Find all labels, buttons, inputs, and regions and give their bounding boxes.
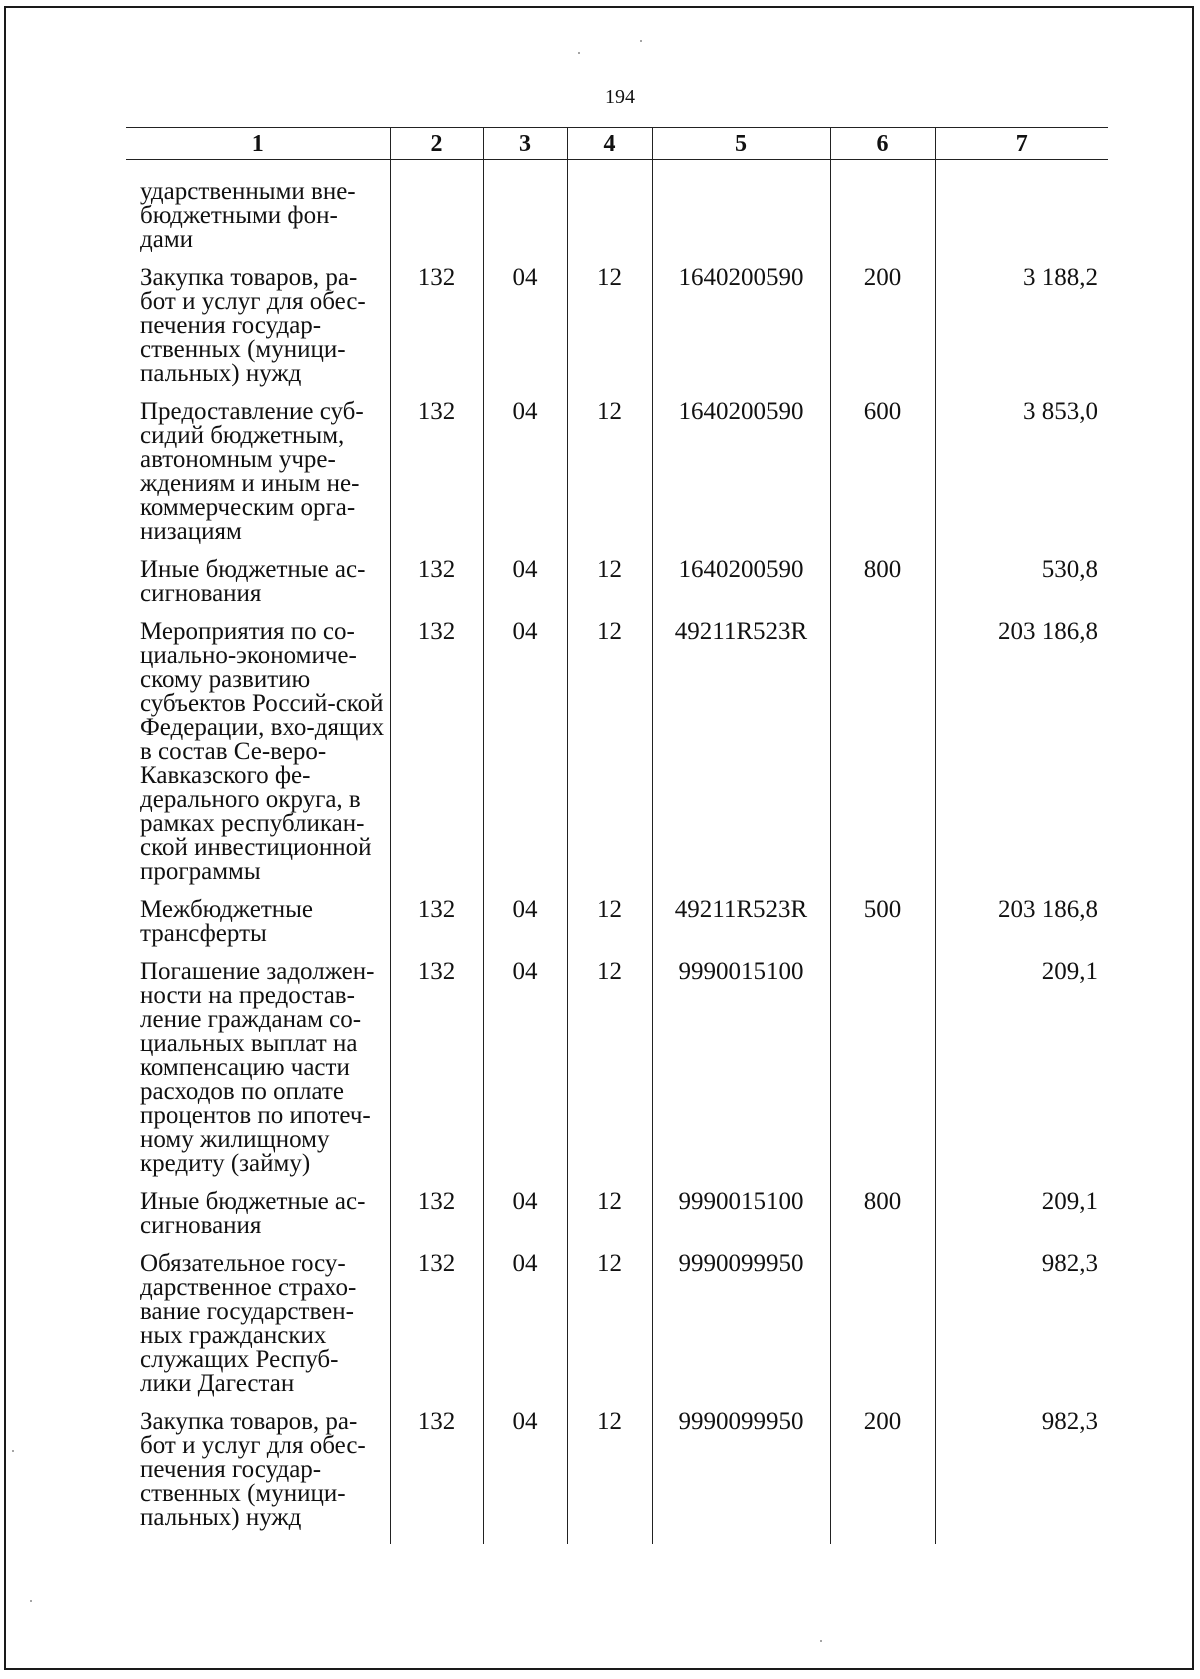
header-col-7: 7 <box>935 128 1108 160</box>
row-name-cell: Мероприятия по со-циально-экономиче-скому развитию субъектов Россий-ской Федерации, вхо-дящих в состав Се-веро-Кавказского фе-дерального округа, в рамках республикан-ской инвестиционной программы <box>140 618 385 885</box>
row-cell-col-2: 132 <box>390 400 483 558</box>
row-cell-col-2: 132 <box>390 558 483 620</box>
row-cell-col-4: 12 <box>567 1410 652 1544</box>
row-cell-col-6 <box>830 960 935 1190</box>
row-cell-col-4: 12 <box>567 960 652 1190</box>
row-cell-col-3 <box>483 160 567 267</box>
row-cell-col-7: 209,1 <box>935 960 1108 1190</box>
row-cell-col-6 <box>830 1252 935 1410</box>
row-cell-col-5: 9990099950 <box>652 1252 830 1410</box>
header-col-6: 6 <box>830 128 935 160</box>
row-cell-col-6: 800 <box>830 1190 935 1252</box>
header-col-1: 1 <box>126 128 390 160</box>
row-cell-col-7: 3 853,0 <box>935 400 1108 558</box>
row-cell-col-7: 530,8 <box>935 558 1108 620</box>
row-cell-col-7: 209,1 <box>935 1190 1108 1252</box>
row-cell-col-5: 1640200590 <box>652 266 830 400</box>
scan-speck <box>12 1450 14 1452</box>
scan-speck <box>30 1600 32 1602</box>
row-cell-col-5 <box>652 160 830 267</box>
row-cell-col-5: 9990099950 <box>652 1410 830 1544</box>
page-number: 194 <box>605 86 635 108</box>
row-cell-col-4: 12 <box>567 898 652 960</box>
row-cell-col-7: 982,3 <box>935 1252 1108 1410</box>
table-row <box>126 1252 1108 1410</box>
row-cell-col-2: 132 <box>390 620 483 898</box>
header-col-5: 5 <box>652 128 830 160</box>
row-name-cell: Закупка товаров, ра-бот и услуг для обес-печения государ-ственных (муници-пальных) нужд <box>140 1408 366 1531</box>
row-cell-col-3: 04 <box>483 1410 567 1544</box>
row-cell-col-5: 9990015100 <box>652 960 830 1190</box>
row-cell-col-6: 800 <box>830 558 935 620</box>
row-cell-col-6: 500 <box>830 898 935 960</box>
row-cell-col-4: 12 <box>567 1252 652 1410</box>
row-cell-col-7: 203 186,8 <box>935 898 1108 960</box>
row-cell-col-5: 9990015100 <box>652 1190 830 1252</box>
scan-speck <box>640 40 642 42</box>
scan-speck <box>820 1640 822 1642</box>
row-name-cell: Погашение задолжен-ности на предостав-ление гражданам со-циальных выплат на компенсацию части расходов по оплате процентов по ипотеч-ному жилищному кредиту (займу) <box>140 958 375 1177</box>
row-cell-col-7: 982,3 <box>935 1410 1108 1544</box>
row-name-cell: Иные бюджетные ас-сигнования <box>140 1188 366 1239</box>
row-cell-col-4: 12 <box>567 266 652 400</box>
row-cell-col-5: 1640200590 <box>652 400 830 558</box>
row-name-cell: Иные бюджетные ас-сигнования <box>140 556 366 607</box>
table-row <box>126 898 1108 960</box>
scan-speck <box>578 52 580 54</box>
row-cell-col-3: 04 <box>483 960 567 1190</box>
header-col-4: 4 <box>567 128 652 160</box>
row-cell-col-3: 04 <box>483 620 567 898</box>
row-cell-col-4: 12 <box>567 400 652 558</box>
row-cell-col-6: 600 <box>830 400 935 558</box>
header-col-3: 3 <box>483 128 567 160</box>
row-name-cell: ударственными вне-бюджетными фон-дами <box>140 178 356 253</box>
table-body <box>126 160 1108 1545</box>
table-row <box>126 266 1108 400</box>
budget-table <box>126 127 1108 1544</box>
row-cell-col-4: 12 <box>567 558 652 620</box>
table-row <box>126 1190 1108 1252</box>
row-name-cell: Закупка товаров, ра-бот и услуг для обес-печения государ-ственных (муници-пальных) нужд <box>140 264 366 387</box>
row-cell-col-2: 132 <box>390 960 483 1190</box>
row-cell-col-3: 04 <box>483 1252 567 1410</box>
row-name-cell: Межбюджетные трансферты <box>140 896 314 947</box>
table-row <box>126 400 1108 558</box>
row-cell-col-6 <box>830 620 935 898</box>
row-cell-col-3: 04 <box>483 558 567 620</box>
row-cell-col-3: 04 <box>483 898 567 960</box>
table-row <box>126 1410 1108 1544</box>
row-cell-col-2: 132 <box>390 1252 483 1410</box>
row-name-cell: Предоставление суб-сидий бюджетным, автономным учре-ждениям и иным не-коммерческим орга-низациям <box>140 398 364 545</box>
row-cell-col-4: 12 <box>567 620 652 898</box>
table-row <box>126 160 1108 267</box>
row-cell-col-5: 49211R523R <box>652 898 830 960</box>
table-row <box>126 620 1108 898</box>
row-cell-col-3: 04 <box>483 266 567 400</box>
row-name-cell: Обязательное госу-дарственное страхо-вание государствен-ных гражданских служащих Респуб-лики Дагестан <box>140 1250 357 1397</box>
header-col-2: 2 <box>390 128 483 160</box>
row-cell-col-6: 200 <box>830 266 935 400</box>
table-header <box>126 128 1108 160</box>
row-cell-col-7: 203 186,8 <box>935 620 1108 898</box>
row-cell-col-4: 12 <box>567 1190 652 1252</box>
row-cell-col-3: 04 <box>483 1190 567 1252</box>
row-cell-col-7: 3 188,2 <box>935 266 1108 400</box>
row-cell-col-2: 132 <box>390 266 483 400</box>
table-row <box>126 558 1108 620</box>
row-cell-col-2: 132 <box>390 1410 483 1544</box>
row-cell-col-3: 04 <box>483 400 567 558</box>
row-cell-col-5: 1640200590 <box>652 558 830 620</box>
row-cell-col-4 <box>567 160 652 267</box>
row-cell-col-2: 132 <box>390 1190 483 1252</box>
row-cell-col-6 <box>830 160 935 267</box>
row-cell-col-7 <box>935 160 1108 267</box>
row-cell-col-6: 200 <box>830 1410 935 1544</box>
row-cell-col-5: 49211R523R <box>652 620 830 898</box>
row-cell-col-2 <box>390 160 483 267</box>
table-row <box>126 960 1108 1190</box>
row-cell-col-2: 132 <box>390 898 483 960</box>
